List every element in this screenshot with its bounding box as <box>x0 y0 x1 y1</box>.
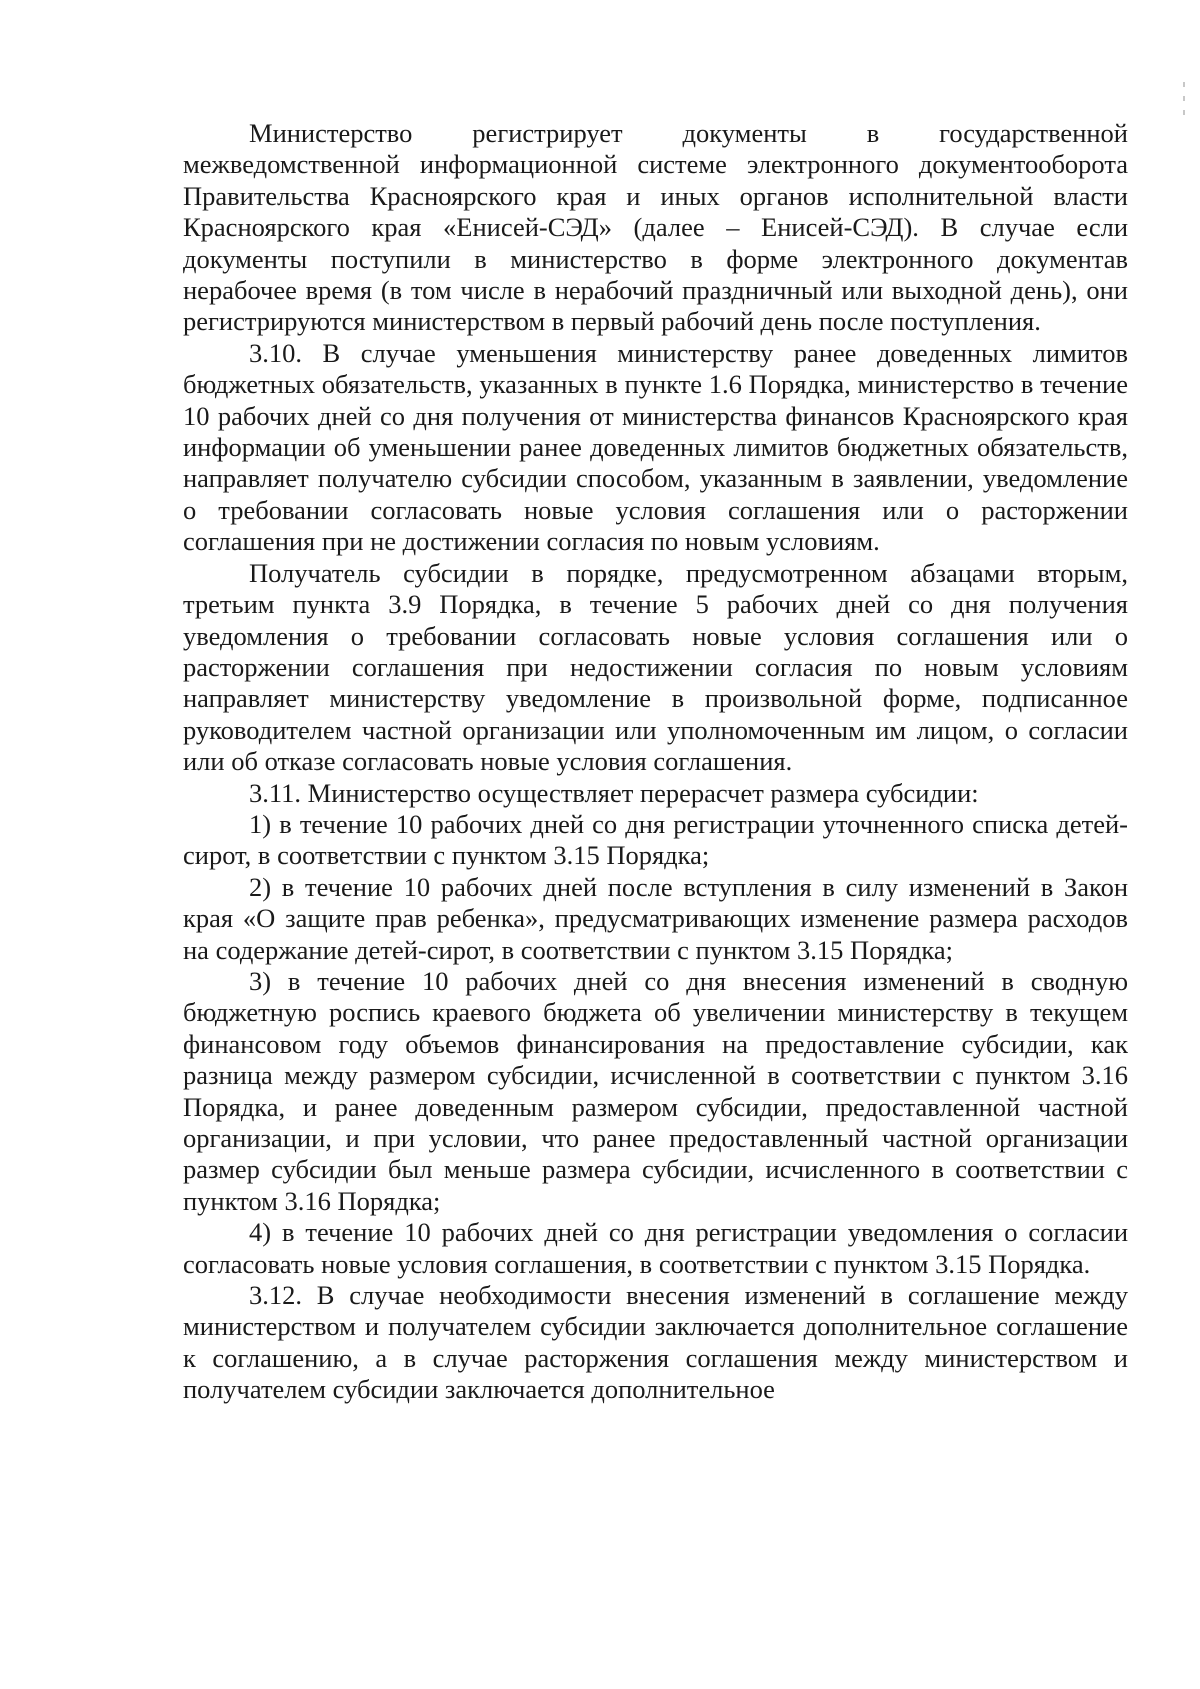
scan-speck <box>1183 82 1185 87</box>
list-item-2: 2) в течение 10 рабочих дней после вступления в силу изменений в Закон края «О защите прав ребенка», предусматривающих изменение размера расходов на содержание детей-сирот, в соответствии с пунктом 3.15 Порядка; <box>183 871 1128 965</box>
paragraph-3-10: 3.10. В случае уменьшения министерству ранее доведенных лимитов бюджетных обязательств, указанных в пункте 1.6 Порядка, министерство в течение 10 рабочих дней со дня получения от министерства финансов Красноярского края информации об уменьшении ранее доведенных лимитов бюджетных обязательств, направляет получателю субсидии способом, указанным в заявлении, уведомление о требовании согласовать новые условия соглашения или о расторжении соглашения при не достижении согласия по новым условиям. <box>183 337 1128 557</box>
list-item-4: 4) в течение 10 рабочих дней со дня регистрации уведомления о согласии согласовать новые условия соглашения, в соответствии с пунктом 3.15 Порядка. <box>183 1217 1128 1279</box>
scan-speck <box>1183 110 1185 115</box>
list-item-1: 1) в течение 10 рабочих дней со дня регистрации уточненного списка детей-сирот, в соответствии с пунктом 3.15 Порядка; <box>183 808 1128 871</box>
paragraph-3-11: 3.11. Министерство осуществляет перерасчет размера субсидии: <box>249 777 979 808</box>
paragraph-recipient-notice: Получатель субсидии в порядке, предусмотренном абзацами вторым, третьим пункта 3.9 Порядка, в течение 5 рабочих дней со дня получения уведомления о требовании согласовать новые условия соглашения или о расторжении соглашения при недостижении согласия по новым условиям направляет министерству уведомление в произвольной форме, подписанное руководителем частной организации или уполномоченным им лицом, о согласии или об отказе согласовать новые условия соглашения. <box>183 557 1128 777</box>
scan-speck <box>1183 96 1185 101</box>
paragraph-3-12: 3.12. В случае необходимости внесения изменений в соглашение между министерством и получателем субсидии заключается дополнительное соглашение к соглашению, а в случае расторжения соглашения между министерством и получателем субсидии заключается дополнительное <box>183 1280 1128 1405</box>
document-body <box>183 118 1128 1406</box>
paragraph-registration: Министерство регистрирует документы в государственной межведомственной информационной системе электронного документооборота Правительства Красноярского края и иных органов исполнительной власти Красноярского края «Енисей-СЭД» (далее – Енисей-СЭД). В случае если документы поступили в министерство в форме электронного документав нерабочее время (в том числе в нерабочий праздничный или выходной день), они регистрируются министерством в первый рабочий день после поступления. <box>183 118 1128 337</box>
list-item-3: 3) в течение 10 рабочих дней со дня внесения изменений в сводную бюджетную роспись краевого бюджета об увеличении министерству в текущем финансовом году объемов финансирования на предоставление субсидии, как разница между размером субсидии, исчисленной в соответствии с пунктом 3.16 Порядка, и ранее доведенным размером субсидии, предоставленной частной организации, и при условии, что ранее предоставленный частной организации размер субсидии был меньше размера субсидии, исчисленного в соответствии с пунктом 3.16 Порядка; <box>183 965 1128 1216</box>
